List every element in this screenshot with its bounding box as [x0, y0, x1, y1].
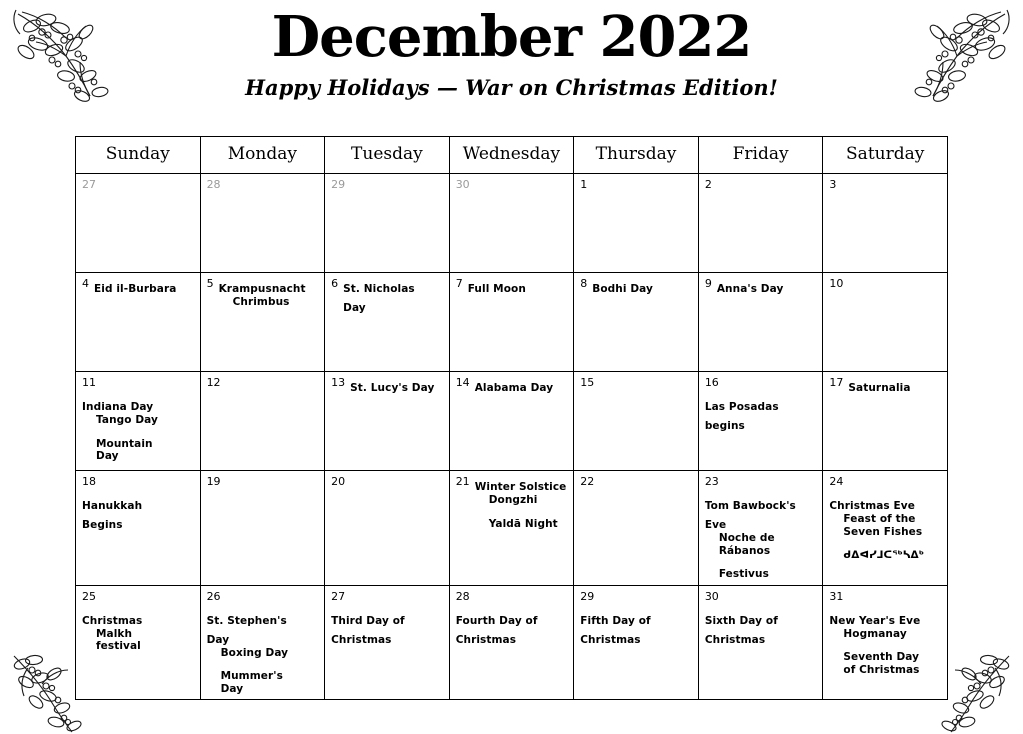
- day-event: Mountain Day: [96, 437, 153, 462]
- day-event-list: [331, 609, 428, 647]
- day-event: Hogmanay: [843, 627, 907, 640]
- calendar-day-cell[interactable]: [574, 273, 699, 372]
- day-event: Festivus: [718, 568, 769, 580]
- day-event: Winter Solstice: [474, 481, 567, 493]
- calendar-day-cell[interactable]: [698, 174, 823, 273]
- day-cell-content: [325, 273, 449, 371]
- day-event: Boxing Day: [220, 646, 289, 659]
- day-number: 10: [829, 277, 844, 290]
- day-cell-content: [201, 273, 325, 371]
- day-event-list: [207, 609, 304, 696]
- day-event: Christmas Eve: [829, 500, 915, 512]
- day-event: Chrimbus: [232, 296, 290, 308]
- day-event-list: [475, 376, 554, 395]
- day-number: 14: [455, 376, 470, 389]
- day-cell-content: [450, 586, 574, 700]
- day-event: Fourth Day of Christmas: [455, 614, 538, 646]
- day-event: St. Nicholas Day: [343, 283, 415, 314]
- day-event: Christmas: [82, 614, 143, 627]
- day-number: 27: [331, 589, 346, 603]
- calendar-day-cell[interactable]: [449, 372, 574, 471]
- day-event: Tango Day: [96, 414, 158, 426]
- calendar-day-cell[interactable]: [698, 273, 823, 372]
- calendar-day-cell[interactable]: [823, 372, 948, 471]
- day-event: Mummer's Day: [220, 670, 283, 695]
- day-event: Third Day of Christmas: [331, 614, 405, 646]
- day-cell-content: [450, 273, 574, 371]
- calendar-day-cell[interactable]: [449, 471, 574, 586]
- day-number: 30: [455, 178, 470, 191]
- day-cell-content: [325, 372, 449, 470]
- calendar-day-cell[interactable]: [823, 471, 948, 586]
- day-event: St. Lucy's Day: [350, 382, 435, 394]
- day-event: Tom Bawbock's Eve: [704, 500, 796, 531]
- calendar-day-cell[interactable]: [200, 273, 325, 372]
- day-number: 8: [580, 277, 588, 290]
- calendar-day-cell[interactable]: [325, 273, 450, 372]
- day-cell-content: [325, 174, 449, 272]
- day-cell-content: [450, 372, 574, 470]
- day-event-list: [219, 277, 306, 309]
- day-cell-content: [699, 586, 823, 700]
- weekday-header-sunday: Sunday: [76, 137, 201, 174]
- day-event: Noche de Rábanos: [718, 532, 775, 557]
- calendar-day-cell[interactable]: [698, 471, 823, 586]
- weekday-header-monday: Monday: [200, 137, 325, 174]
- day-cell-content: [76, 372, 200, 470]
- day-cell-content: [574, 174, 698, 272]
- calendar-day-cell[interactable]: [325, 471, 450, 586]
- day-cell-content: [699, 372, 823, 470]
- day-number: 31: [829, 589, 844, 603]
- calendar-week-row: [76, 585, 948, 700]
- day-event-list: [82, 395, 179, 463]
- day-event: Alabama Day: [474, 382, 554, 394]
- day-number: 22: [580, 475, 595, 488]
- day-number: 28: [206, 178, 221, 191]
- day-event: Anna's Day: [716, 283, 784, 295]
- day-event: St. Stephen's Day: [206, 614, 287, 646]
- day-event-list: [580, 609, 677, 647]
- day-cell-content: [201, 471, 325, 585]
- calendar-day-cell[interactable]: [76, 372, 201, 471]
- calendar-week-row: [76, 372, 948, 471]
- calendar-day-cell[interactable]: [200, 585, 325, 700]
- calendar-day-cell[interactable]: [76, 273, 201, 372]
- day-cell-content: [823, 586, 947, 700]
- day-cell-content: [574, 586, 698, 700]
- calendar-day-cell[interactable]: [200, 174, 325, 273]
- day-event-list: [475, 475, 567, 530]
- weekday-header-friday: Friday: [698, 137, 823, 174]
- day-number: 13: [331, 376, 346, 389]
- day-event-list: [350, 376, 434, 395]
- day-cell-content: [699, 471, 823, 585]
- calendar-day-cell[interactable]: [325, 372, 450, 471]
- weekday-header-saturday: Saturday: [823, 137, 948, 174]
- day-event-list: [82, 494, 179, 532]
- calendar-day-cell[interactable]: [200, 372, 325, 471]
- page-subtitle: Happy Holidays — War on Christmas Edition!: [245, 74, 778, 100]
- day-event: Dongzhi: [488, 494, 538, 506]
- day-event: Yaldā Night: [488, 517, 558, 530]
- day-cell-content: [76, 471, 200, 585]
- calendar-week-row: [76, 273, 948, 372]
- calendar-body: [76, 174, 948, 700]
- day-event: Malkh festival: [96, 627, 141, 652]
- day-event: Sixth Day of Christmas: [704, 614, 778, 646]
- day-number: 23: [704, 475, 719, 488]
- day-number: 24: [829, 475, 844, 488]
- day-event-list: [343, 277, 440, 315]
- day-event-list: [705, 395, 802, 433]
- page-title: December 2022: [271, 4, 752, 70]
- day-number: 9: [704, 277, 712, 290]
- calendar-day-cell[interactable]: [449, 174, 574, 273]
- day-event-list: [82, 609, 179, 653]
- day-event: Seventh Day of Christmas: [843, 651, 920, 676]
- calendar-day-cell[interactable]: [823, 174, 948, 273]
- calendar-day-cell[interactable]: [325, 174, 450, 273]
- day-number: 12: [206, 376, 221, 389]
- day-event-list: [717, 277, 784, 296]
- day-cell-content: [450, 174, 574, 272]
- day-cell-content: [574, 471, 698, 585]
- day-cell-content: [76, 586, 200, 700]
- day-event: Indiana Day: [82, 401, 154, 413]
- weekday-header-thursday: Thursday: [574, 137, 699, 174]
- day-event: Las Posadas begins: [704, 401, 779, 432]
- day-number: 4: [82, 277, 89, 290]
- day-cell-content: [823, 273, 947, 371]
- calendar-grid: [75, 136, 948, 700]
- day-cell-content: [574, 273, 698, 371]
- weekday-header-tuesday: Tuesday: [325, 137, 450, 174]
- day-event: Fifth Day of Christmas: [580, 614, 651, 646]
- day-event-list: [829, 494, 926, 562]
- day-number: 5: [206, 277, 214, 290]
- calendar-day-cell[interactable]: [574, 471, 699, 586]
- day-cell-content: [201, 372, 325, 470]
- calendar-day-cell[interactable]: [76, 585, 201, 700]
- day-cell-content: [823, 174, 947, 272]
- day-number: 7: [455, 277, 463, 290]
- day-event: Saturnalia: [848, 382, 911, 394]
- calendar-day-cell[interactable]: [698, 372, 823, 471]
- day-number: 25: [82, 589, 96, 603]
- day-number: 29: [331, 178, 346, 191]
- day-cell-content: [76, 174, 200, 272]
- day-number: 28: [455, 589, 470, 603]
- calendar-day-cell[interactable]: [325, 585, 450, 700]
- day-event: Feast of the Seven Fishes: [843, 513, 923, 538]
- day-number: 26: [206, 589, 221, 603]
- day-cell-content: [201, 174, 325, 272]
- calendar-day-cell[interactable]: [823, 585, 948, 700]
- calendar-day-cell[interactable]: [574, 372, 699, 471]
- calendar-day-cell[interactable]: [823, 273, 948, 372]
- day-event-list: [848, 376, 910, 395]
- day-event-list: [829, 609, 926, 677]
- day-number: 19: [206, 475, 221, 488]
- calendar-week-row: [76, 174, 948, 273]
- calendar-table: [75, 136, 948, 700]
- weekday-header-row: [76, 137, 948, 174]
- day-event-list: [592, 277, 653, 296]
- day-event-list: [94, 277, 176, 296]
- day-cell-content: [325, 586, 449, 700]
- calendar-day-cell[interactable]: [200, 471, 325, 586]
- day-event-list: [705, 609, 802, 647]
- day-event-list: [456, 609, 553, 647]
- day-cell-content: [823, 471, 947, 585]
- day-number: 20: [331, 475, 346, 488]
- day-event: ᑯᐃᐊᓯᒧᑕᖅᓴᐃᒃ: [843, 549, 925, 561]
- day-event: Bodhi Day: [592, 283, 653, 295]
- day-cell-content: [699, 174, 823, 272]
- day-event-list: [468, 277, 526, 296]
- day-number: 3: [829, 178, 837, 191]
- day-number: 21: [455, 475, 470, 488]
- calendar-day-cell[interactable]: [574, 585, 699, 700]
- calendar-week-row: [76, 471, 948, 586]
- day-event: Full Moon: [467, 283, 526, 295]
- day-number: 15: [580, 376, 595, 389]
- day-number: 16: [704, 376, 719, 389]
- day-event: New Year's Eve: [829, 614, 921, 627]
- day-number: 2: [704, 178, 712, 191]
- calendar-day-cell[interactable]: [76, 174, 201, 273]
- day-cell-content: [699, 273, 823, 371]
- day-number: 29: [580, 589, 595, 603]
- day-cell-content: [574, 372, 698, 470]
- day-number: 11: [82, 376, 96, 389]
- day-cell-content: [325, 471, 449, 585]
- day-number: 30: [704, 589, 719, 603]
- calendar-day-cell[interactable]: [698, 585, 823, 700]
- day-cell-content: [76, 273, 200, 371]
- calendar-day-cell[interactable]: [449, 585, 574, 700]
- day-number: 6: [331, 277, 339, 290]
- day-cell-content: [823, 372, 947, 470]
- day-event-list: [705, 494, 802, 581]
- day-cell-content: [201, 586, 325, 700]
- day-number: 17: [829, 376, 844, 389]
- day-number: 27: [82, 178, 96, 191]
- calendar-day-cell[interactable]: [574, 174, 699, 273]
- day-number: 18: [82, 475, 96, 488]
- calendar-day-cell[interactable]: [449, 273, 574, 372]
- day-event: Hanukkah Begins: [82, 500, 143, 531]
- day-cell-content: [450, 471, 574, 585]
- weekday-header-wednesday: Wednesday: [449, 137, 574, 174]
- calendar-day-cell[interactable]: [76, 471, 201, 586]
- day-event: Krampusnacht: [218, 283, 306, 295]
- day-number: 1: [580, 178, 588, 191]
- calendar-header: [0, 0, 1023, 100]
- day-event: Eid il-Burbara: [94, 283, 177, 295]
